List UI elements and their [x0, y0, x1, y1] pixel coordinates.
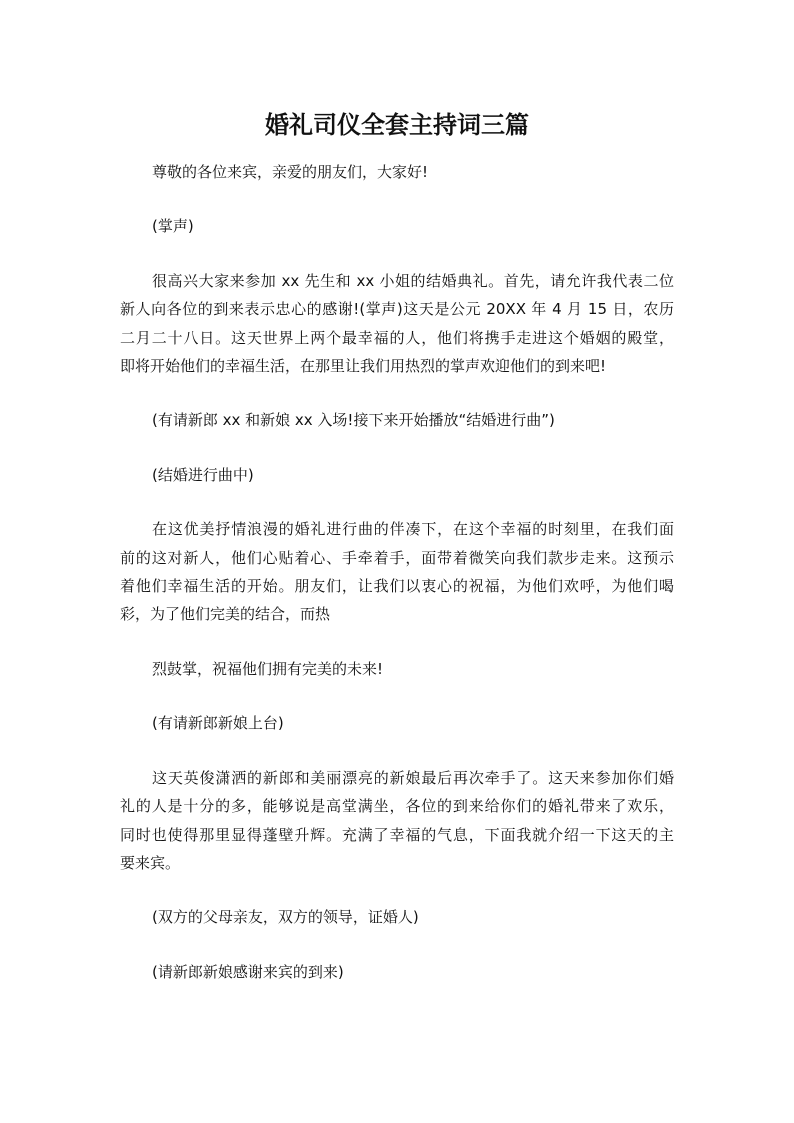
paragraph	[120, 406, 674, 434]
paragraph-line: 彩，为了他们完美的结合，而热	[120, 605, 331, 624]
document-body	[120, 158, 674, 1012]
paragraph-line: 尊敬的各位来宾，亲爱的朋友们，大家好!	[152, 163, 429, 181]
paragraph-line: 着他们幸福生活的开始。朋友们，让我们以衷心的祝福，为他们欢呼，为他们喝	[120, 577, 674, 596]
paragraph-line: 同时也使得那里显得蓬壁升辉。充满了幸福的气息，下面我就介绍一下这天的主	[120, 825, 674, 844]
paragraph-line: (有请新郎新娘上台)	[152, 714, 284, 733]
paragraph	[120, 267, 674, 381]
paragraph-line: (请新郎新娘感谢来宾的到来)	[152, 962, 344, 981]
paragraph-line: (双方的父母亲友，双方的领导，证婚人)	[152, 908, 419, 927]
paragraph	[120, 461, 674, 489]
paragraph-line: (有请新郎 xx 和新娘 xx 入场!接下来开始播放“结婚进行曲”)	[152, 411, 555, 430]
paragraph	[120, 515, 674, 629]
paragraph	[120, 903, 674, 931]
paragraph-line: 这天英俊潇洒的新郎和美丽漂亮的新娘最后再次牵手了。这天来参加你们婚	[152, 768, 674, 787]
paragraph	[120, 709, 674, 737]
paragraph-line: 礼的人是十分的多，能够说是高堂满坐，各位的到来给你们的婚礼带来了欢乐，	[120, 797, 674, 816]
paragraph-line: 烈鼓掌，祝福他们拥有完美的未来!	[152, 659, 384, 678]
paragraph-line: 新人向各位的到来表示忠心的感谢!(掌声)这天是公元 20XX 年 4 月 15 日，农历	[120, 300, 674, 319]
paragraph-line: 在这优美抒情浪漫的婚礼进行曲的伴凑下，在这个幸福的时刻里，在我们面	[152, 520, 674, 539]
document-title: 婚礼司仪全套主持词三篇	[265, 111, 529, 139]
paragraph-line: (结婚进行曲中)	[152, 465, 254, 484]
paragraph-line: 即将开始他们的幸福生活，在那里让我们用热烈的掌声欢迎他们的到来吧!	[120, 357, 607, 376]
paragraph	[120, 764, 674, 878]
paragraph	[120, 655, 674, 683]
paragraph-line: 二月二十八日。这天世界上两个最幸福的人，他们将携手走进这个婚姻的殿堂，	[120, 328, 674, 347]
paragraph-line: 要来宾。	[120, 853, 181, 872]
paragraph-line: 很高兴大家来参加 xx 先生和 xx 小姐的结婚典礼。首先，请允许我代表二位	[152, 271, 674, 290]
paragraph	[120, 158, 674, 186]
paragraph	[120, 212, 674, 240]
paragraph-line: (掌声)	[152, 217, 194, 236]
paragraph-line: 前的这对新人，他们心贴着心、手牵着手，面带着微笑向我们款步走来。这预示	[120, 548, 674, 567]
paragraph	[120, 958, 674, 986]
